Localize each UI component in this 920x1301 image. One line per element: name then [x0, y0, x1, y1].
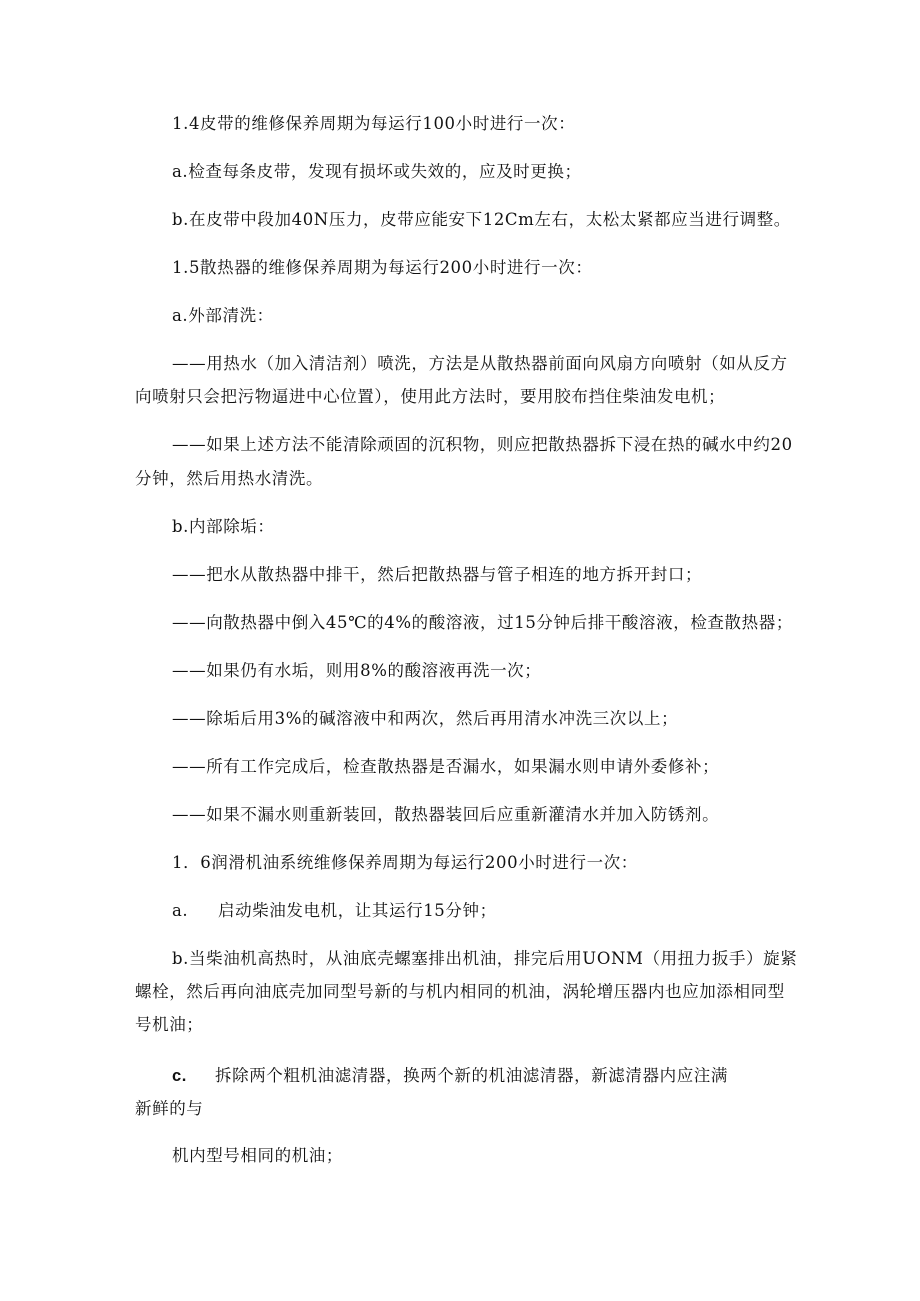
paragraph-line: b.当柴油机高热时，从油底壳螺塞排出机油，排完后用UONM（用扭力扳手）旋紧 [172, 949, 798, 968]
paragraph-line: ——向散热器中倒入45℃的4%的酸溶液，过15分钟后排干酸溶液，检查散热器； [172, 613, 793, 632]
paragraph-line: 新鲜的与 [135, 1099, 204, 1118]
section-heading-1-5: 1.5散热器的维修保养周期为每运行200小时进行一次： [172, 258, 593, 277]
paragraph-line: b.内部除垢： [172, 517, 275, 536]
paragraph-line: 机内型号相同的机油； [172, 1146, 343, 1165]
paragraph-line: 螺栓，然后再向油底壳加同型号新的与机内相同的机油，涡轮增压器内也应加添相同型 [135, 982, 785, 1001]
section-heading-1-4: 1.4皮带的维修保养周期为每运行100小时进行一次： [172, 114, 576, 133]
paragraph-line: ——除垢后用3%的碱溶液中和两次，然后再用清水冲洗三次以上； [172, 709, 679, 728]
paragraph-line: b.在皮带中段加40N压力，皮带应能安下12Cm左右，太松太紧都应当进行调整。 [172, 210, 791, 229]
paragraph-line: ——把水从散热器中排干，然后把散热器与管子相连的地方拆开封口； [172, 565, 703, 584]
section-heading-1-6: 1．6润滑机油系统维修保养周期为每运行200小时进行一次： [172, 853, 638, 872]
paragraph-line: 分钟，然后用热水清洗。 [135, 469, 324, 488]
paragraph-line: 向喷射只会把污物逼进中心位置），使用此方法时，要用胶布挡住柴油发电机； [135, 387, 726, 406]
list-marker: a. [172, 901, 189, 920]
paragraph-line: ——如果不漏水则重新装回，散热器装回后应重新灌清水并加入防锈剂。 [172, 805, 720, 824]
paragraph-line: ——如果上述方法不能清除顽固的沉积物，则应把散热器拆下浸在热的碱水中约20 [172, 435, 793, 454]
paragraph-line: 号机油； [135, 1015, 204, 1034]
paragraph-line: ——如果仍有水垢，则用8%的酸溶液再洗一次； [172, 661, 542, 680]
paragraph-line: a.外部清洗： [172, 306, 274, 325]
paragraph-line: a.检查每条皮带，发现有损坏或失效的，应及时更换； [172, 162, 582, 181]
list-marker: c. [172, 1067, 187, 1085]
paragraph-line: ——所有工作完成后，检查散热器是否漏水，如果漏水则申请外委修补； [172, 757, 720, 776]
paragraph-line: 拆除两个粗机油滤清器，换两个新的机油滤清器，新滤清器内应注满 [215, 1066, 728, 1085]
paragraph-line: 启动柴油发电机，让其运行15分钟； [218, 901, 497, 920]
paragraph-line: ——用热水（加入清洁剂）喷洗，方法是从散热器前面向风扇方向喷射（如从反方 [172, 354, 788, 373]
